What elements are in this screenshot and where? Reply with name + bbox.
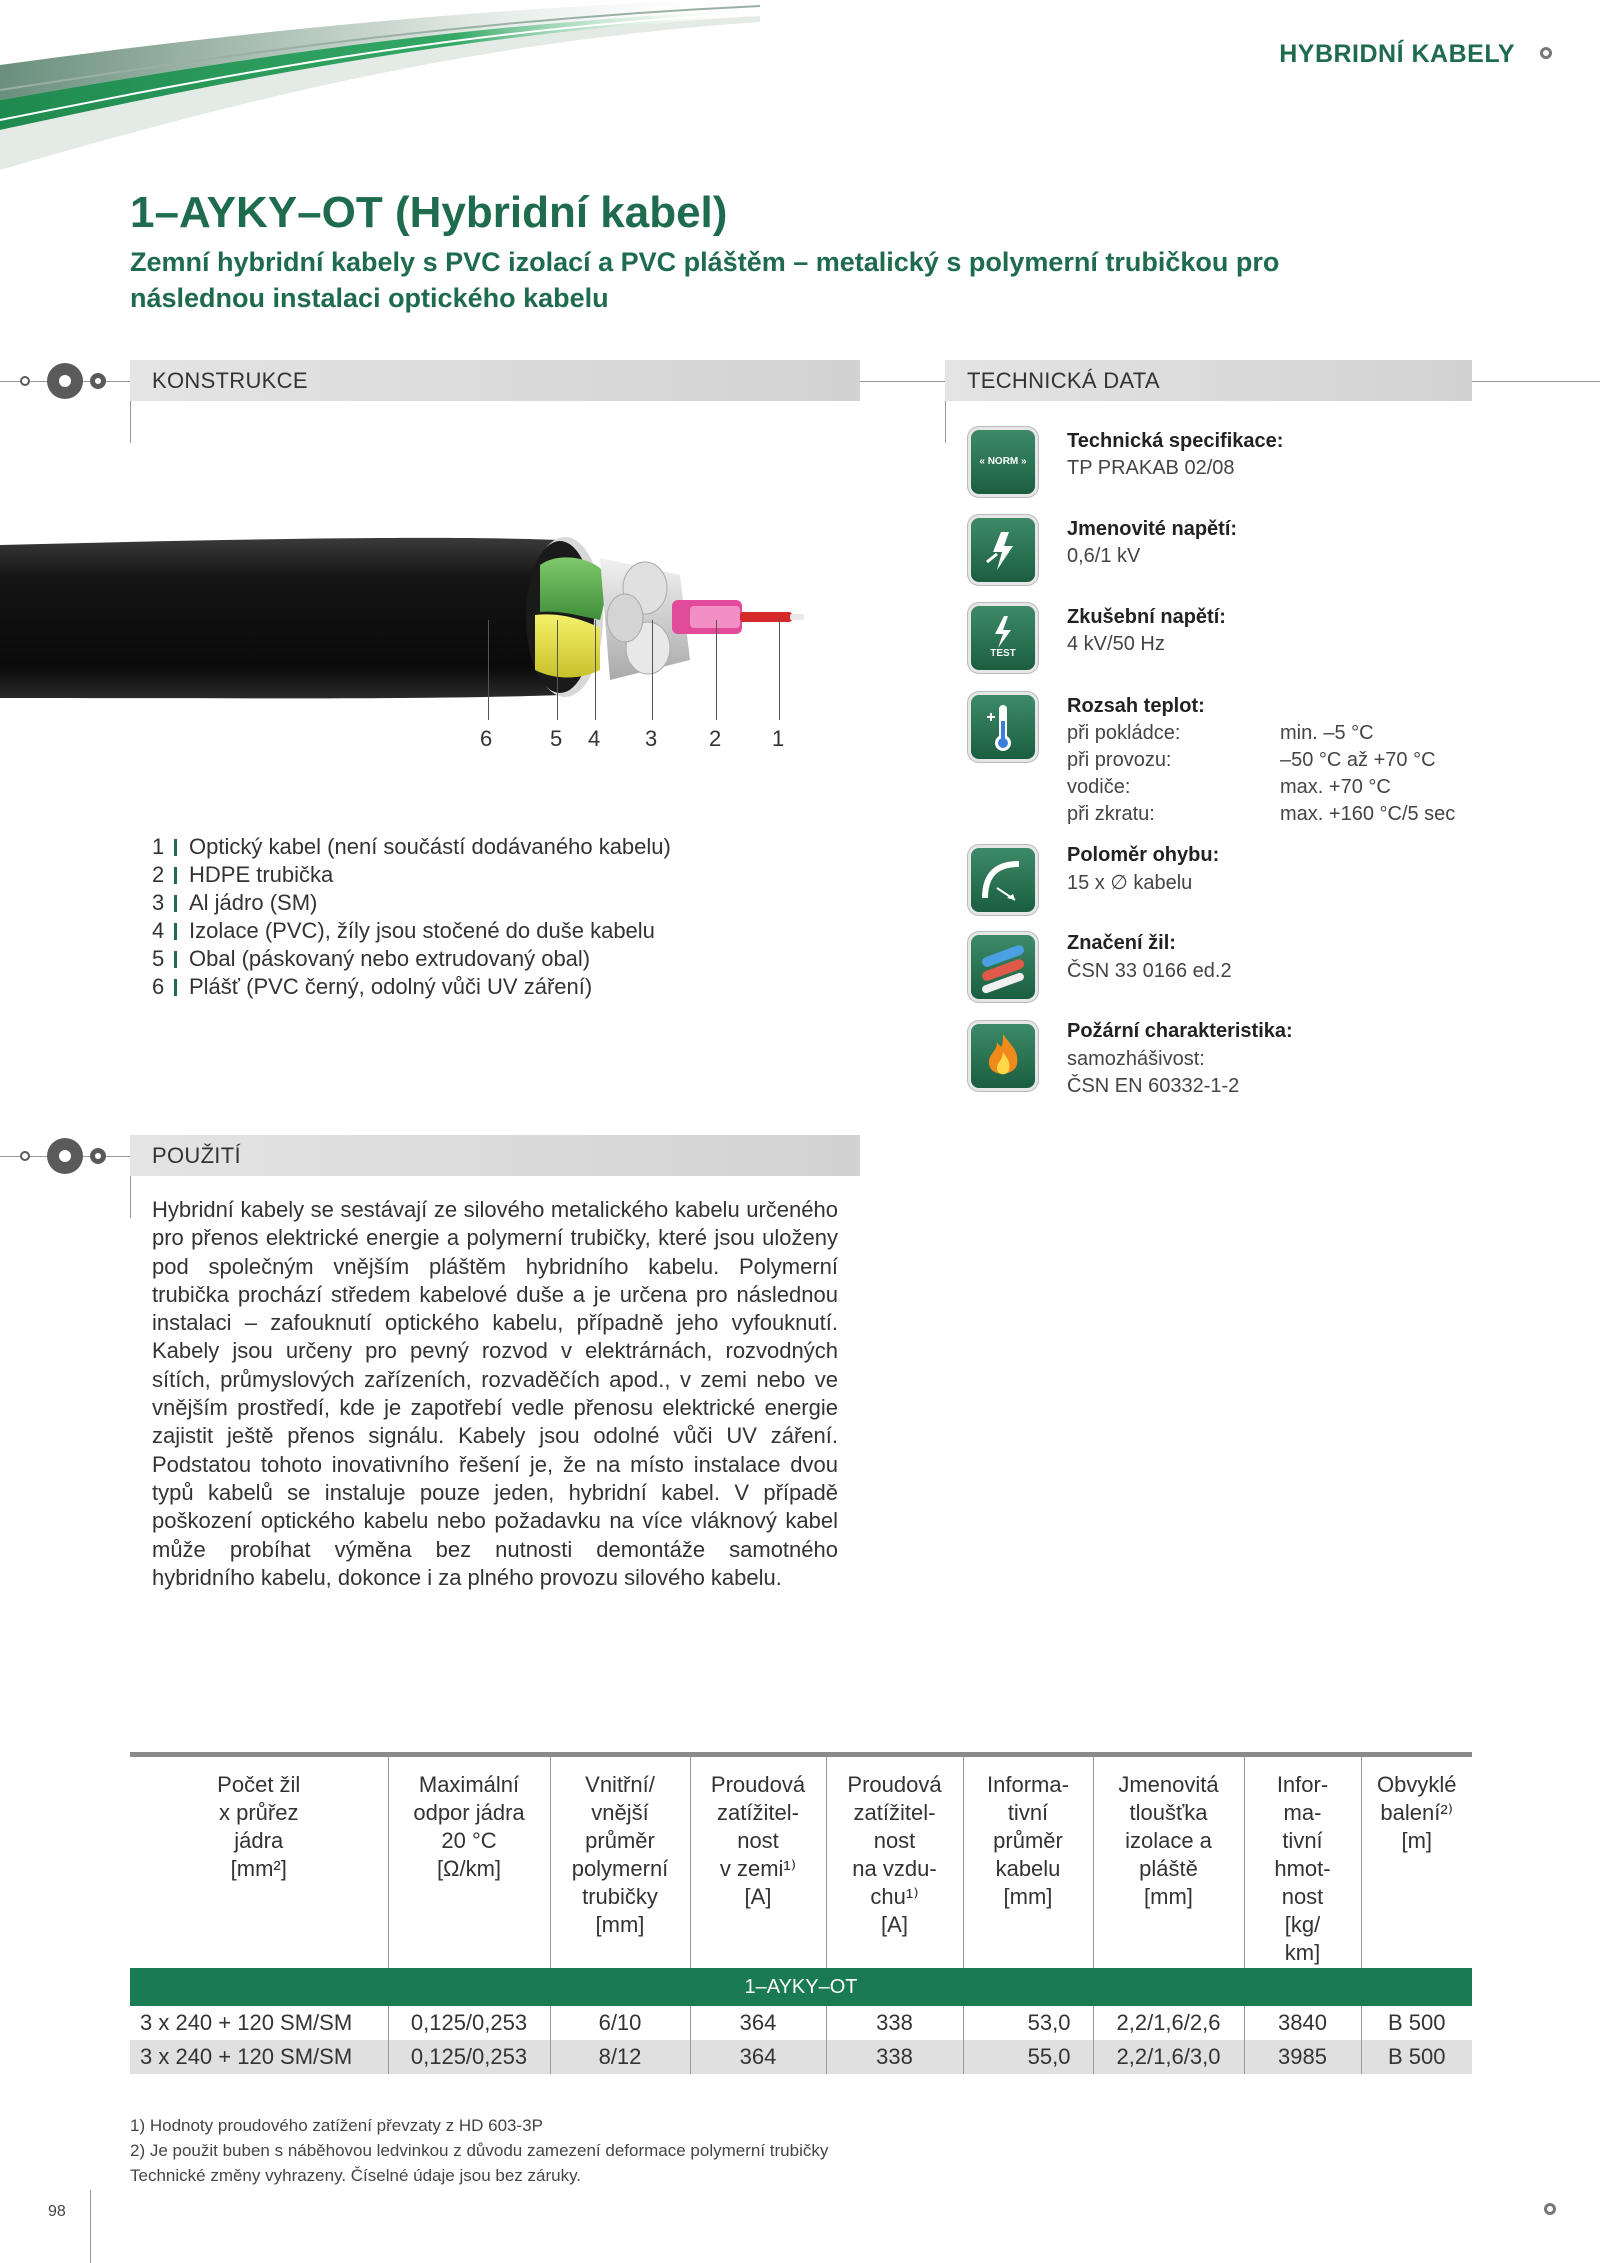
section-divider xyxy=(130,401,131,443)
item-bar xyxy=(174,951,177,968)
table-cell: 338 xyxy=(826,2040,963,2074)
callout-number: 1 xyxy=(772,726,785,751)
footnote: 1) Hodnoty proudového zatížení převzaty z HD 603-3P xyxy=(130,2116,543,2135)
column-header: Proudová zatížitel- nost na vzdu- chu¹⁾ [A] xyxy=(826,1755,963,1969)
core-marking-value: ČSN 33 0166 ed.2 xyxy=(1067,960,1232,982)
section-node-icon xyxy=(47,1138,83,1174)
tech-heading: TECHNICKÁ DATA xyxy=(945,360,1472,401)
fire-title: Požární charakteristika: xyxy=(1067,1020,1293,1042)
rated-voltage-title: Jmenovité napětí: xyxy=(1067,518,1238,540)
core-marking-icon xyxy=(971,935,1035,999)
table-cell: 6/10 xyxy=(550,2006,690,2040)
item-text: HDPE trubička xyxy=(189,862,334,887)
section-node-icon xyxy=(47,363,83,399)
table-row xyxy=(130,2006,1472,2040)
section-connector-line xyxy=(1472,381,1600,382)
footnote: Technické změny vyhrazeny. Číselné údaje jsou bez záruky. xyxy=(130,2166,582,2185)
header-cable-graphic xyxy=(0,0,760,180)
table-cell: 2,2/1,6/3,0 xyxy=(1093,2040,1244,2074)
item-number: 4 xyxy=(152,918,165,943)
section-divider xyxy=(945,401,946,443)
item-number: 3 xyxy=(152,890,165,915)
usage-text: Hybridní kabely se sestávají ze silového metalického kabelu určeného pro přenos elektrické energie a polymerní trubičky, které jsou uloženy pod společným vnějším pláštěm hybridního kabelu. Polymerní trubička prochází středem kabelové duše a je určena pro následnou instalaci – zafouknutí optického kabelu, případně jeho vyfouknutí. Kabely jsou určeny pro pevný rozvod v elektrárnách, rozvodných sítích, průmyslových zařízeních, rozvaděčích apod., v zemi nebo ve vnějším prostředí, kde je zapotřebí vedle přenosu elektrické energie zajistit ještě přenos signálu. Kabely jsou odolné vůči UV záření. Podstatou tohoto inovativního řešení je, že na místo instalace dvou typů kabelů se instaluje pouze jeden, hybridní kabel. V případě poškození optického kabelu nebo požadavku na více vláknový kabel může probíhat výměna bez nutnosti demontáže samotného hybridního kabelu, dokonce i za plného provozu silového kabelu. xyxy=(152,1197,838,1590)
section-header-label: HYBRIDNÍ KABELY xyxy=(1279,40,1515,68)
test-voltage-value: 4 kV/50 Hz xyxy=(1067,633,1165,655)
list-item xyxy=(152,833,671,861)
list-item xyxy=(152,945,671,973)
table-cell: 3 x 240 + 120 SM/SM xyxy=(130,2040,388,2074)
table-cell: 3985 xyxy=(1244,2040,1361,2074)
list-item xyxy=(152,973,671,1001)
table-cell: 2,2/1,6/2,6 xyxy=(1093,2006,1244,2040)
tech-spec-title: Technická specifikace: xyxy=(1067,430,1284,452)
item-bar xyxy=(174,867,177,884)
column-header: Proudová zatížitel- nost v zemi¹⁾ [A] xyxy=(690,1755,826,1969)
section-node-icon xyxy=(90,1148,106,1164)
list-item xyxy=(152,889,671,917)
page-margin-line xyxy=(90,2190,91,2263)
footer-dot-icon xyxy=(1544,2203,1556,2215)
page-number: 98 xyxy=(48,2203,66,2220)
table-cell: 55,0 xyxy=(963,2040,1093,2074)
rated-voltage-value: 0,6/1 kV xyxy=(1067,545,1141,567)
column-header: Maximální odpor jádra 20 °C [Ω/km] xyxy=(388,1755,550,1969)
callout-number: 3 xyxy=(645,726,658,751)
temperature-row-value: –50 °C až +70 °C xyxy=(1280,749,1436,771)
column-header: Infor- ma- tivní hmot- nost [kg/ km] xyxy=(1244,1755,1361,1969)
item-text: Plášť (PVC černý, odolný vůči UV záření) xyxy=(189,974,593,999)
item-number: 5 xyxy=(152,946,165,971)
section-node-icon xyxy=(90,373,106,389)
cable-cross-section-image xyxy=(0,520,900,720)
callout-number: 2 xyxy=(709,726,722,751)
test-voltage-icon xyxy=(971,606,1035,670)
table-group-row xyxy=(130,1968,1472,2006)
bend-radius-icon xyxy=(971,848,1035,912)
table-cell: 0,125/0,253 xyxy=(388,2006,550,2040)
column-header: Jmenovitá tloušťka izolace a pláště [mm] xyxy=(1093,1755,1244,1969)
fire-standard: ČSN EN 60332-1-2 xyxy=(1067,1075,1240,1097)
callout-number: 4 xyxy=(588,726,601,751)
section-node-icon xyxy=(20,1151,30,1161)
temperature-row-label: při zkratu: xyxy=(1067,803,1155,825)
header-dot-icon xyxy=(1540,47,1552,59)
footnote: 2) Je použit buben s náběhovou ledvinkou z důvodu zamezení deformace polymerní trubičky xyxy=(130,2141,829,2160)
callout-leader xyxy=(716,620,717,720)
temperature-row-label: při pokládce: xyxy=(1067,722,1181,744)
table-cell: 338 xyxy=(826,2006,963,2040)
table-cell: 364 xyxy=(690,2040,826,2074)
table-header-row xyxy=(130,1755,1472,1969)
section-divider xyxy=(130,1176,131,1218)
temperature-row-value: max. +160 °C/5 sec xyxy=(1280,803,1456,825)
bend-radius-title: Poloměr ohybu: xyxy=(1067,844,1220,866)
bend-radius-value: 15 x ∅ kabelu xyxy=(1067,872,1193,894)
table-cell: 3 x 240 + 120 SM/SM xyxy=(140,2010,353,2035)
usage-heading: POUŽITÍ xyxy=(130,1135,860,1176)
table-cell: 8/12 xyxy=(550,2040,690,2074)
list-item xyxy=(152,861,671,889)
item-number: 6 xyxy=(152,974,165,999)
callout-leader xyxy=(652,620,653,720)
section-connector-line xyxy=(860,381,945,382)
group-label: 1–AYKY–OT xyxy=(130,1968,1472,2006)
temperature-row-value: min. –5 °C xyxy=(1280,722,1374,744)
thermometer-icon xyxy=(971,695,1035,759)
item-bar xyxy=(174,979,177,996)
footnotes xyxy=(130,2113,828,2188)
item-bar xyxy=(174,923,177,940)
table-cell: B 500 xyxy=(1361,2040,1472,2074)
table-cell: 0,125/0,253 xyxy=(388,2040,550,2074)
page-subtitle: Zemní hybridní kabely s PVC izolací a PVC pláštěm – metalický s polymerní trubičkou pro následnou instalaci optického kabelu xyxy=(130,247,1280,313)
page-title: 1–AYKY–OT (Hybridní kabel) xyxy=(130,188,728,237)
construction-heading: KONSTRUKCE xyxy=(130,360,860,401)
flame-icon xyxy=(971,1024,1035,1088)
callout-leader xyxy=(557,620,558,720)
column-header: Informa- tivní průměr kabelu [mm] xyxy=(963,1755,1093,1969)
item-number: 1 xyxy=(152,834,165,859)
item-bar xyxy=(174,839,177,856)
callout-number: 6 xyxy=(480,726,493,751)
test-icon-label: TEST xyxy=(990,648,1016,659)
item-text: Izolace (PVC), žíly jsou stočené do duše kabelu xyxy=(189,918,655,943)
temperature-row-value: max. +70 °C xyxy=(1280,776,1391,798)
item-text: Al jádro (SM) xyxy=(189,890,318,915)
table-cell: 53,0 xyxy=(963,2006,1093,2040)
table-cell: 3840 xyxy=(1244,2006,1361,2040)
callout-leader xyxy=(595,620,596,720)
callout-number: 5 xyxy=(550,726,563,751)
test-voltage-title: Zkušební napětí: xyxy=(1067,606,1226,628)
callout-leader xyxy=(779,620,780,720)
temperature-row-label: vodiče: xyxy=(1067,776,1131,798)
table-cell: 364 xyxy=(690,2006,826,2040)
spec-table xyxy=(130,1752,1472,2074)
column-header: Počet žil x průřez jádra [mm²] xyxy=(217,1772,301,1881)
item-text: Obal (páskovaný nebo extrudovaný obal) xyxy=(189,946,591,971)
fire-value: samozhášivost: xyxy=(1067,1048,1205,1070)
item-bar xyxy=(174,895,177,912)
norm-icon xyxy=(971,430,1035,494)
list-item xyxy=(152,917,671,945)
tech-spec-value: TP PRAKAB 02/08 xyxy=(1067,457,1235,479)
table-row xyxy=(130,2040,1472,2074)
core-marking-title: Značení žil: xyxy=(1067,932,1176,954)
construction-list xyxy=(152,833,671,1001)
column-header: Obvyklé balení²⁾ [m] xyxy=(1361,1755,1472,1969)
temperature-row-label: při provozu: xyxy=(1067,749,1172,771)
table-cell: B 500 xyxy=(1361,2006,1472,2040)
item-text: Optický kabel (není součástí dodávaného kabelu) xyxy=(189,834,671,859)
section-node-icon xyxy=(20,376,30,386)
column-header: Vnitřní/ vnější průměr polymerní trubičky [mm] xyxy=(550,1755,690,1969)
norm-icon-label: « NORM » xyxy=(979,456,1027,467)
item-number: 2 xyxy=(152,862,165,887)
temperature-title: Rozsah teplot: xyxy=(1067,695,1205,717)
callout-leader xyxy=(488,620,489,720)
rated-voltage-icon xyxy=(971,518,1035,582)
